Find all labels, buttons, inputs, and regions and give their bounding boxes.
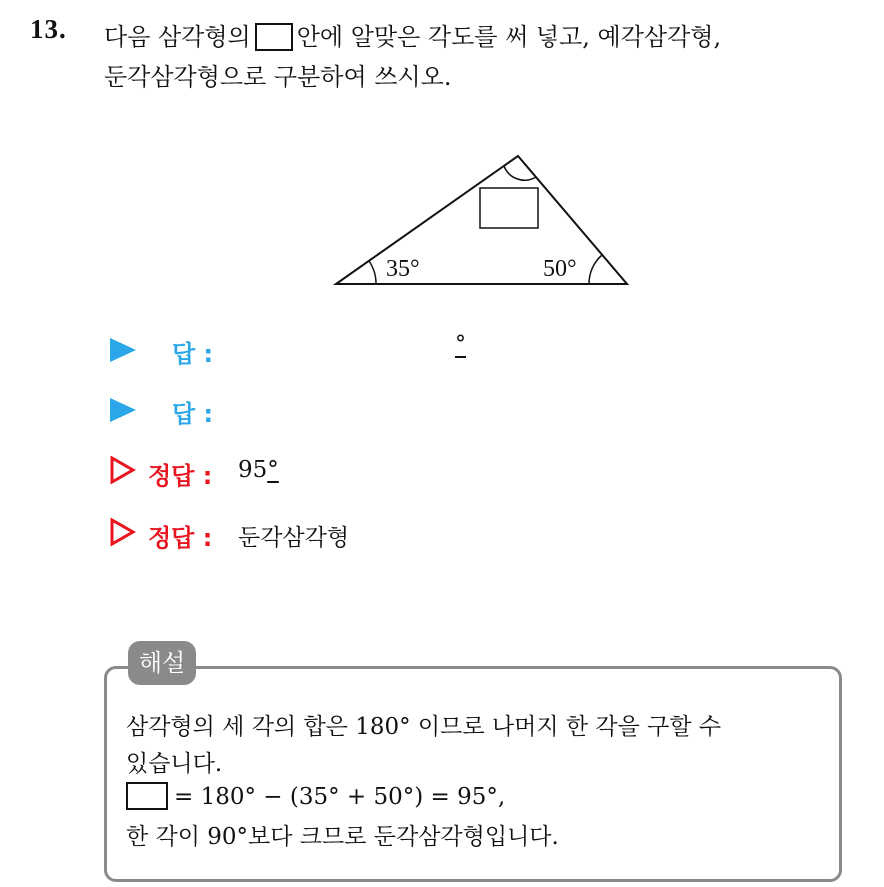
- triangle-figure: [330, 150, 640, 295]
- correct-answer-value: 둔각삼각형: [238, 525, 350, 551]
- question-line-1: [104, 17, 721, 52]
- outline-arrow-icon: [110, 456, 136, 484]
- explanation-equation: = 180° − (35° + 50°) = 95°,: [174, 784, 506, 810]
- explanation-line-4: 한 각이 90°보다 크므로 둔각삼각형입니다.: [126, 824, 559, 850]
- right-angle-arc: [589, 255, 602, 284]
- outline-arrow-icon: [110, 518, 136, 546]
- triangle: [336, 156, 627, 284]
- explanation-line-1: 삼각형의 세 각의 합은 180° 이므로 나머지 한 각을 구할 수: [126, 714, 722, 740]
- correct-answer-label: 정답 :: [148, 462, 213, 490]
- question-text-before-box: 다음 삼각형의: [104, 23, 251, 51]
- angle-label-50: 50°: [543, 256, 577, 282]
- answer-degree-blank: °: [455, 332, 466, 357]
- left-angle-arc: [369, 261, 376, 284]
- question-number: 13.: [30, 14, 67, 44]
- play-arrow-icon: [110, 398, 136, 422]
- blank-box: [255, 23, 293, 51]
- angle-answer-box: [480, 188, 538, 228]
- answer-label: 답 :: [172, 400, 214, 428]
- explanation-line-2: 있습니다.: [126, 751, 223, 777]
- play-arrow-icon: [110, 338, 136, 362]
- angle-label-35: 35°: [386, 256, 420, 282]
- blank-box: [126, 782, 168, 810]
- correct-answer-label: 정답 :: [148, 524, 213, 552]
- explanation-tag: 해설: [128, 641, 196, 685]
- answer-label: 답 :: [172, 340, 214, 368]
- question-line-2: 둔각삼각형으로 구분하여 쓰시오.: [104, 63, 452, 91]
- explanation-line-3: [126, 782, 505, 810]
- top-angle-arc: [504, 166, 536, 180]
- question-text-after-box: 안에 알맞은 각도를 써 넣고, 예각삼각형,: [296, 23, 722, 51]
- correct-answer-value: 95°: [238, 457, 279, 483]
